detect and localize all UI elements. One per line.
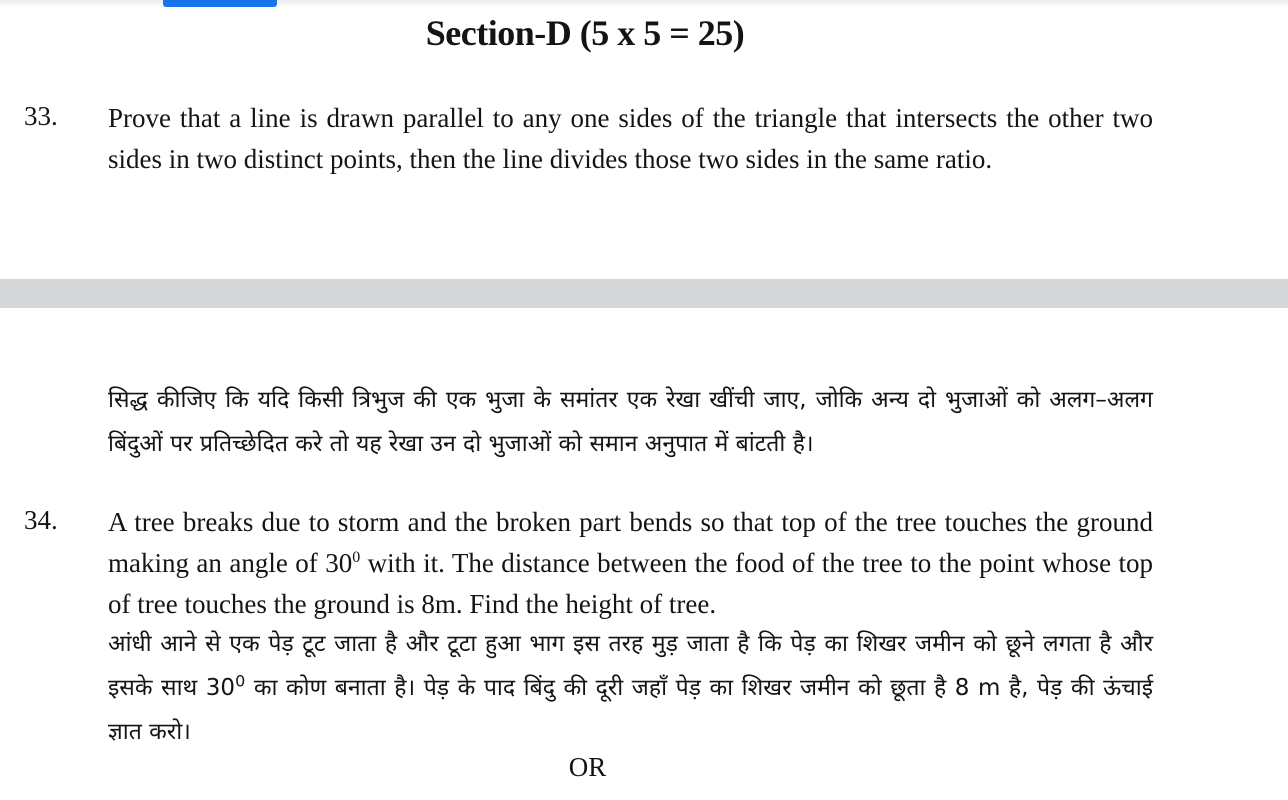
degree-superscript: 0 [352, 549, 361, 566]
page-separator [0, 279, 1288, 308]
section-title: Section-D (5 x 5 = 25) [425, 13, 745, 53]
question-34-english-part1: A tree breaks due to storm and the broken part bends so that top of the tree touches the ground making an angle of 30 [108, 507, 1153, 578]
question-34-hindi [108, 622, 1153, 754]
or-label: OR [568, 752, 607, 782]
question-33-number: 33. [24, 101, 58, 131]
question-34-hindi-part2: का कोण बनाता है। पेड़ के पाद बिंदु की दूरी जहाँ पेड़ का शिखर जमीन को छूता है 8 m है, पेड़ की ऊंचाई ज्ञात करो। [108, 675, 1153, 745]
question-34-english-part2: with it. The distance between the food of the tree to the point whose top of tree touches the ground is 8m. Find the height of tree. [108, 548, 1153, 619]
question-33-english: Prove that a line is drawn parallel to any one sides of the triangle that intersects the other two sides in two distinct points, then the line divides those two sides in the same ratio. [108, 103, 1153, 174]
question-34-number: 34. [24, 505, 58, 535]
top-tab-indicator [163, 0, 277, 7]
question-33-hindi: सिद्ध कीजिए कि यदि किसी त्रिभुज की एक भुजा के समांतर एक रेखा खींची जाए, जोकि अन्य दो भुजाओं को अलग–अलग बिंदुओं पर प्रतिच्छेदित करे तो यह रेखा उन दो भुजाओं को समान अनुपात में बांटती है। [108, 387, 1153, 457]
question-34-hindi-part1: आंधी आने से एक पेड़ टूट जाता है और टूटा हुआ भाग इस तरह मुड़ जाता है कि पेड़ का शिखर जमीन को छूने लगता है और इसके साथ 30 [108, 631, 1153, 701]
question-34-english [108, 502, 1153, 625]
degree-superscript-hindi: 0 [235, 671, 246, 691]
